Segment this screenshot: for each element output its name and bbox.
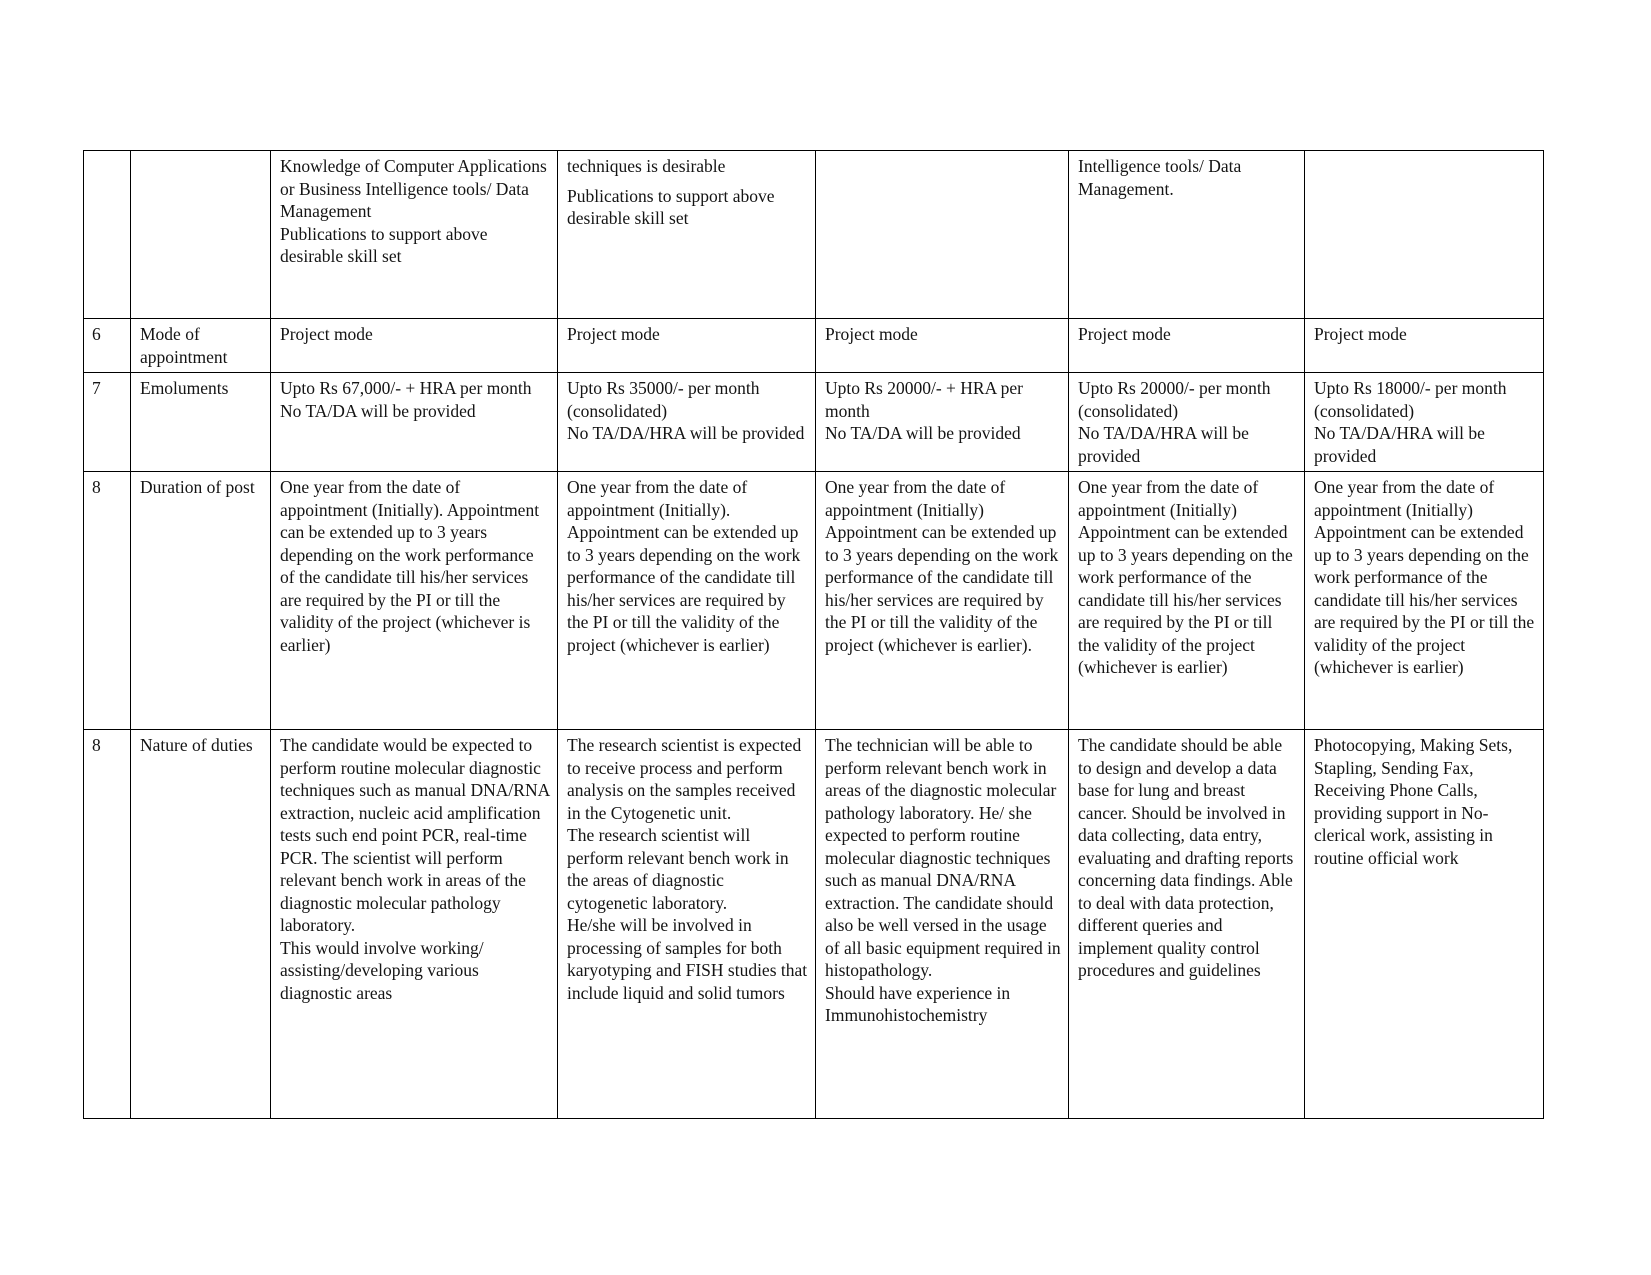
table-row (84, 472, 1544, 730)
row-label: Emoluments (131, 373, 271, 472)
cell-paragraph: Publications to support above desirable skill set (280, 223, 488, 266)
table-cell (816, 319, 1069, 373)
table-cell (1305, 151, 1544, 319)
cell-paragraph: Project mode (567, 324, 660, 344)
cell-paragraph: One year from the date of appointment (Initially) Appointment can be extended up to 3 years depending on the work performance of the candidate till his/her services are required by the PI or till the validity of the project (whichever is earlier) (1078, 477, 1293, 677)
table-cell (1069, 472, 1305, 730)
cell-paragraph: One year from the date of appointment (Initially) Appointment can be extended up to 3 years depending on the work performance of the candidate till his/her services are required by the PI or till the validity of the project (whichever is earlier) (1314, 477, 1535, 677)
row-number: 8 (84, 730, 131, 1119)
cell-paragraph: No TA/DA/HRA will be provided (567, 423, 805, 443)
table-cell (271, 319, 558, 373)
table-cell (1069, 730, 1305, 1119)
cell-paragraph: The candidate should be able to design and develop a data base for lung and breast cancer. Should be involved in data collecting, data entry, evaluating and drafting reports concerning data findings. Able to deal with data protection, different queries and implement quality control procedures and guidelines (1078, 735, 1294, 980)
table-cell (558, 319, 816, 373)
cell-paragraph: Upto Rs 20000/- + HRA per month (825, 378, 1023, 421)
table-row (84, 151, 1544, 319)
cell-paragraph: The research scientist is expected to receive process and perform analysis on the samples received in the Cytogenetic unit. (567, 735, 802, 823)
cell-paragraph: techniques is desirable (567, 156, 726, 176)
cell-paragraph: Upto Rs 67,000/- + HRA per month (280, 378, 532, 398)
row-label: Nature of duties (131, 730, 271, 1119)
cell-paragraph: Project mode (280, 324, 373, 344)
table-cell (1069, 151, 1305, 319)
table-cell (816, 730, 1069, 1119)
cell-paragraph: The research scientist will perform relevant bench work in the areas of diagnostic cytogenetic laboratory. (567, 825, 789, 913)
cell-paragraph: One year from the date of appointment (Initially). Appointment can be extended up to 3 years depending on the work performance of the candidate till his/her services are required by the PI or till the validity of the project (whichever is earlier) (567, 477, 801, 655)
cell-paragraph: One year from the date of appointment (Initially) Appointment can be extended up to 3 years depending on the work performance of the candidate till his/her services are required by the PI or till the validity of the project (whichever is earlier). (825, 477, 1059, 655)
row-number (84, 151, 131, 319)
table-cell (271, 730, 558, 1119)
row-number: 6 (84, 319, 131, 373)
table-cell (816, 151, 1069, 319)
table-cell (816, 373, 1069, 472)
cell-paragraph: Upto Rs 18000/- per month (consolidated) (1314, 378, 1507, 421)
post-details-table (83, 150, 1544, 1119)
table-cell (271, 151, 558, 319)
cell-paragraph: The candidate would be expected to perform routine molecular diagnostic techniques such as manual DNA/RNA extraction, nucleic acid amplification tests such end point PCR, real-time PCR. The scientist will perform relevant bench work in areas of the diagnostic molecular pathology laboratory. (280, 735, 550, 935)
table-cell (816, 472, 1069, 730)
cell-paragraph: Publications to support above desirable skill set (567, 185, 775, 228)
cell-paragraph: No TA/DA will be provided (825, 423, 1021, 443)
table-row (84, 373, 1544, 472)
table-cell (1305, 319, 1544, 373)
table-row (84, 730, 1544, 1119)
cell-paragraph: No TA/DA/HRA will be provided (1078, 423, 1249, 466)
cell-paragraph: Upto Rs 35000/- per month (consolidated) (567, 378, 760, 421)
cell-paragraph: No TA/DA will be provided (280, 400, 476, 421)
cell-paragraph: One year from the date of appointment (Initially). Appointment can be extended up to 3 years depending on the work performance of the candidate till his/her services are required by the PI or till the validity of the project (whichever is earlier) (280, 477, 540, 655)
row-number: 7 (84, 373, 131, 472)
cell-paragraph: Intelligence tools/ Data Management. (1078, 156, 1242, 199)
table-cell (558, 730, 816, 1119)
table-cell (271, 472, 558, 730)
cell-paragraph: This would involve working/ assisting/developing various diagnostic areas (280, 937, 484, 1003)
cell-paragraph: He/she will be involved in processing of samples for both karyotyping and FISH studies that include liquid and solid tumors (567, 915, 808, 1003)
table-cell (1069, 373, 1305, 472)
cell-paragraph: Project mode (1078, 324, 1171, 344)
row-label (131, 151, 271, 319)
cell-paragraph: Knowledge of Computer Applications or Business Intelligence tools/ Data Management (280, 156, 547, 221)
table-cell (1305, 472, 1544, 730)
table-cell (558, 151, 816, 319)
row-label: Mode of appointment (131, 319, 271, 373)
cell-paragraph: Project mode (825, 324, 918, 344)
cell-paragraph: No TA/DA/HRA will be provided (1314, 423, 1485, 466)
cell-paragraph: Should have experience in Immunohistochemistry (825, 982, 1011, 1025)
table-cell (1305, 373, 1544, 472)
cell-paragraph: Project mode (1314, 324, 1407, 344)
cell-paragraph: The technician will be able to perform relevant bench work in areas of the diagnostic molecular pathology laboratory. He/ she expected to perform routine molecular diagnostic techniques such as manual DNA/RNA extraction. The candidate should also be well versed in the usage of all basic equipment required in histopathology. (825, 735, 1061, 980)
table-cell (558, 373, 816, 472)
table-body (84, 151, 1544, 1119)
table-cell (271, 373, 558, 472)
cell-paragraph: Upto Rs 20000/- per month (consolidated) (1078, 378, 1271, 421)
cell-paragraph: Photocopying, Making Sets, Stapling, Sending Fax, Receiving Phone Calls, providing support in No-clerical work, assisting in routine official work (1314, 735, 1513, 868)
row-label: Duration of post (131, 472, 271, 730)
table-cell (1305, 730, 1544, 1119)
row-number: 8 (84, 472, 131, 730)
table-row (84, 319, 1544, 373)
table-cell (558, 472, 816, 730)
table-cell (1069, 319, 1305, 373)
